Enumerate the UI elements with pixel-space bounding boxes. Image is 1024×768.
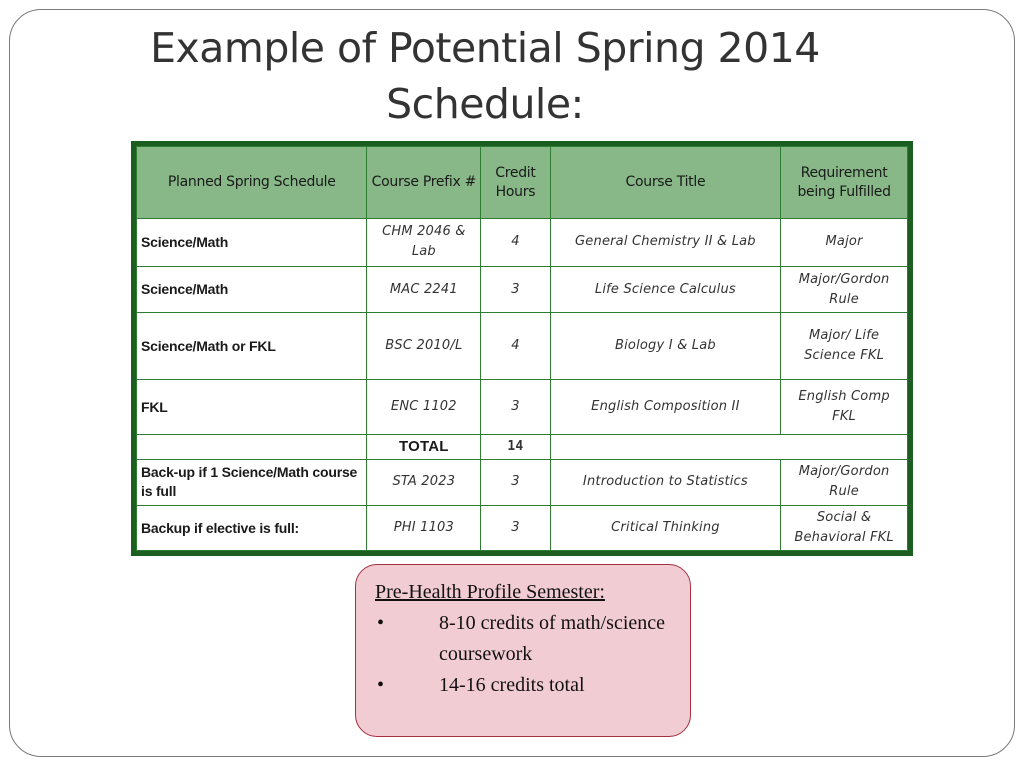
cell-title: General Chemistry II & Lab [550,219,780,267]
cell-title: English Composition II [550,380,780,435]
cell-credits: 4 [481,313,550,380]
table-row [137,459,908,506]
note-item-text: 14-16 credits total [439,674,585,696]
pre-health-note-box [355,564,691,737]
table-row [137,506,908,551]
cell-title: Critical Thinking [550,506,780,551]
cell-requirement: Major/Gordon Rule [781,266,908,313]
header-course-prefix: Course Prefix # [367,147,481,219]
slide-title [80,20,890,132]
cell-title: Introduction to Statistics [550,459,780,506]
table-row [137,313,908,380]
table-row [137,219,908,267]
cell-requirement: Major/Gordon Rule [781,459,908,506]
slide-title-line-1: Example of Potential Spring 2014 [150,24,820,72]
header-planned-schedule: Planned Spring Schedule [137,147,367,219]
cell-requirement: Major [781,219,908,267]
table-row [137,380,908,435]
cell-requirement: Social & Behavioral FKL [781,506,908,551]
cell-prefix: CHM 2046 & Lab [367,219,481,267]
cell-title: Biology I & Lab [550,313,780,380]
total-value: 14 [481,435,550,459]
cell-prefix: STA 2023 [367,459,481,506]
total-label: TOTAL [367,435,481,459]
cell-category: Science/Math or FKL [137,313,367,380]
cell-prefix: PHI 1103 [367,506,481,551]
cell-requirement: Major/ Life Science FKL [781,313,908,380]
note-list [375,608,674,701]
cell-prefix: ENC 1102 [367,380,481,435]
table-header-row [137,147,908,219]
cell-credits: 3 [481,380,550,435]
list-item [375,608,674,670]
bullet-icon: • [377,674,385,696]
schedule-table-frame [131,141,913,556]
bullet-icon: • [377,612,385,634]
cell-category: Back-up if 1 Science/Math course is full [137,459,367,506]
total-empty-span [550,435,907,459]
cell-title: Life Science Calculus [550,266,780,313]
cell-category: FKL [137,380,367,435]
header-course-title: Course Title [550,147,780,219]
total-row [137,435,908,459]
header-requirement: Requirement being Fulfilled [781,147,908,219]
slide-title-line-2: Schedule: [386,80,584,128]
cell-category: Science/Math [137,219,367,267]
list-item [375,670,674,701]
cell-credits: 3 [481,459,550,506]
cell-credits: 4 [481,219,550,267]
cell-credits: 3 [481,506,550,551]
cell-credits: 3 [481,266,550,313]
cell-category: Backup if elective is full: [137,506,367,551]
schedule-table [136,146,908,551]
table-row [137,266,908,313]
total-empty-cell [137,435,367,459]
cell-prefix: MAC 2241 [367,266,481,313]
cell-prefix: BSC 2010/L [367,313,481,380]
cell-requirement: English Comp FKL [781,380,908,435]
note-heading: Pre-Health Profile Semester: [375,581,605,603]
cell-category: Science/Math [137,266,367,313]
header-credit-hours: Credit Hours [481,147,550,219]
note-item-text: 8-10 credits of math/science coursework [439,612,666,665]
